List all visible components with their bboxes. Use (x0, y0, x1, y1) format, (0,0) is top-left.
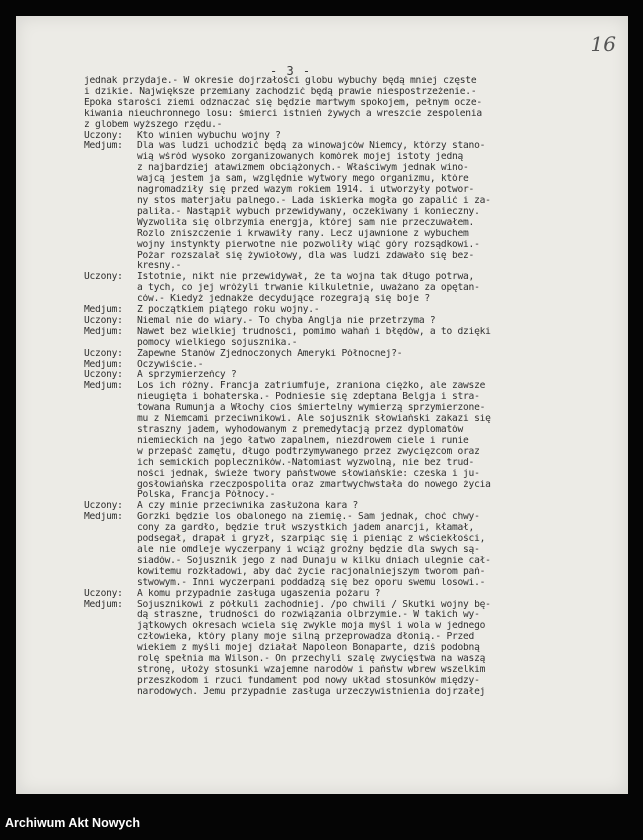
speech-line: człowieka, który plany moje silną przeprowadza dłonią.- Przed (137, 632, 475, 643)
handwritten-folio-number: 16 (590, 32, 616, 56)
speech-line: Dla was ludzi uchodzić będą za winowajców Niemcy, którzy stano- (137, 141, 486, 152)
speech-text (137, 360, 614, 371)
dialogue-entry (84, 512, 614, 588)
speaker-label: Uczony: (84, 272, 123, 283)
speech-line: towana Rumunja a Włochy cios śmiertelny wymierzą sprzymierzone- (137, 403, 486, 414)
speech-line: Rozlo zniszczenie i krwawiły rany. Lecz ujawnione z wybuchem (137, 228, 469, 239)
speech-line: stronę, ułoży stosunki wzajemne narodów i państw wbrew wszelkim (137, 664, 486, 675)
dialogue-entry (84, 349, 614, 360)
speech-line: jątkowych okresach wciela się zwykle moja myśl i wola w jednego (137, 621, 486, 632)
speech-line: nagromadziły się przed wazym rokiem 1914. i utworzyły potwor- (137, 185, 475, 196)
intro-paragraph (84, 76, 614, 131)
speech-text (137, 512, 614, 588)
speech-line: ców.- Kiedyż jednakże decydujące rozegrają się boje ? (137, 294, 430, 305)
speech-line: wiekiem z myśli mojej działał Napoleon Bonaparte, dziś podobną (137, 643, 480, 654)
speech-line: Los ich różny. Francja zatriumfuje, zraniona ciężko, ale zawsze (137, 381, 486, 392)
speech-line: Polska, Francja Północy.- (137, 490, 276, 501)
speech-line: ich semickich popleczników.-Natomiast wyzwolną, nie bez trud- (137, 457, 475, 468)
speaker-label: Uczony: (84, 315, 123, 326)
speech-line: kresny.- (137, 261, 182, 272)
dialogue-list (84, 131, 614, 698)
speech-text (137, 370, 614, 381)
speech-line: dą straszne, trudności do rozwiązania olbrzymie.- W takich wy- (137, 610, 480, 621)
dialogue-entry (84, 305, 614, 316)
speech-line: w przepaść zamętu, długo podtrzymywanego przez zwycięzcom oraz (137, 446, 480, 457)
speaker-label: Uczony: (84, 588, 123, 599)
speech-text (137, 272, 614, 305)
speech-line: cony za gardło, będzie truł wszystkich jadem anarcji, kłamał, (137, 523, 475, 534)
speech-line: straszny jadem, wyhodowanym z premedytacją przez dyplomatów (137, 425, 464, 435)
speech-line: wojny instynkty pierwotne nie pozwoliły wiąć góry rozsądkowi.- (137, 239, 480, 250)
speech-line: gosłowiańska rzeczpospolita oraz zmartwychwstała do nowego życia (137, 479, 491, 490)
speaker-label: Medjum: (84, 141, 123, 152)
speech-line: kowitemu rozkładowi, aby dać życie racjonalniejszym tworom pań- (137, 566, 486, 577)
dialogue-entry (84, 360, 614, 371)
document-page (16, 16, 628, 794)
speech-text (137, 305, 614, 316)
speech-line: ale nie omdleje wyczerpany i wciąż groźny będzie dla swych są- (137, 544, 480, 555)
speech-line: Wyzwoliła się olbrzymia energja, której sam nie przeczuwałem. (137, 217, 475, 228)
speech-line: Istotnie, nikt nie przewidywał, że ta wojna tak długo potrwa, (137, 272, 475, 283)
intro-line: z globem wyższego rzędu.- (84, 119, 223, 130)
speech-line: rolę spełnia ma Wilson.- On przechyli szalę zwycięstwa na waszą (137, 654, 486, 665)
speech-line: ny stos materjału palnego.- Lada iskierka mogła go zapalić i za- (137, 195, 491, 206)
speech-line: narodowych. Jemu przypadnie zasługa urzeczywistnienia dojrzałej (137, 686, 486, 697)
speaker-label: Medjum: (84, 599, 123, 610)
speech-line: Gorzki będzie los obalonego na ziemię.- Sam jednak, choć chwy- (137, 512, 480, 523)
speech-line: Kto winien wybuchu wojny ? (137, 130, 281, 141)
speech-line: mu z Niemcami przeciwnikowi. Ale sojusznik słowiański zakazi się (137, 414, 491, 425)
dialogue-entry (84, 589, 614, 600)
dialogue-entry (84, 381, 614, 501)
speech-line: niemieckich na jego łatwo zapalnem, niezdrowem ciele i runie (137, 435, 469, 446)
dialogue-entry (84, 600, 614, 698)
speech-line: Oczywiście.- (137, 359, 204, 370)
speech-line: a tych, co jej wróżyli trwanie kilkuletnie, uważano za opętan- (137, 283, 480, 294)
intro-line: jednak przydaje.- W okresie dojrzałości globu wybuchy będą mniej częste (84, 76, 477, 86)
speech-line: z najbardziej atawizmem obciążonych.- Właściwym jednak wino- (137, 163, 469, 174)
speech-line: A czy minie przeciwnika zasłużona kara ? (137, 501, 359, 512)
speech-line: paliła.- Nastąpił wybuch przewidywany, oczekiwany i konieczny. (137, 206, 480, 217)
speech-line: pomocy wielkiego sojusznika.- (137, 337, 298, 348)
speaker-label: Uczony: (84, 130, 123, 141)
speech-text (137, 141, 614, 272)
dialogue-entry (84, 316, 614, 327)
speech-line: A sprzymierzeńcy ? (137, 370, 237, 381)
intro-line: Epoka starości ziemi odznaczać się będzie martwym spokojem, pełnym ocze- (84, 97, 482, 108)
speech-text (137, 600, 614, 698)
speech-line: A komu przypadnie zasługa ugaszenia pożaru ? (137, 588, 381, 599)
intro-line: kiwania nieuchronnego losu: śmierci istnień żywych a wreszcie zespolenia (84, 108, 482, 119)
dialogue-entry (84, 370, 614, 381)
speaker-label: Medjum: (84, 512, 123, 523)
speaker-label: Medjum: (84, 381, 123, 392)
speech-line: Niemal nie do wiary.- To chyba Anglja nie przetrzyma ? (137, 315, 436, 326)
speech-line: siadów.- Sojusznik jego z nad Dunaju w kilku dniach ulegnie cał- (137, 555, 491, 566)
speech-line: Sojusznikowi z półkuli zachodniej. /po chwili / Skutki wojny bę- (137, 599, 491, 610)
archive-footer-bar (0, 810, 643, 840)
speech-line: ności jednak, świeże twory państwowe słowiańskie: czeska i ju- (137, 468, 480, 479)
speaker-label: Medjum: (84, 326, 123, 337)
speaker-label: Uczony: (84, 348, 123, 359)
typescript-body (84, 76, 614, 698)
speech-text (137, 131, 614, 142)
speaker-label: Uczony: (84, 501, 123, 512)
intro-line: i dzikie. Największe przemiany zachodzić będą prawie niespostrzeżenie.- (84, 86, 477, 97)
dialogue-entry (84, 141, 614, 272)
dialogue-entry (84, 272, 614, 305)
speech-line: Pożar rozszalał się żywiołowy, dla was ludzi zdawało się bez- (137, 250, 475, 261)
speech-line: Nawet bez wielkiej trudności, pomimo wahań i błędów, a to dzięki (137, 326, 491, 337)
page-number: - 3 - (270, 64, 312, 78)
dialogue-entry (84, 131, 614, 142)
archive-label: Archiwum Akt Nowych (5, 816, 140, 830)
speech-text (137, 349, 614, 360)
speech-line: wią wśród wysoko zorganizowanych komórek mojej istoty jedną (137, 152, 464, 163)
speech-text (137, 327, 614, 349)
speech-text (137, 501, 614, 512)
speaker-label: Uczony: (84, 370, 123, 381)
speech-line: nieugięta i bohaterska.- Podniesie się zdeptana Belgja i stra- (137, 392, 480, 403)
speech-text (137, 589, 614, 600)
dialogue-entry (84, 501, 614, 512)
speaker-label: Medjum: (84, 359, 123, 370)
dialogue-entry (84, 327, 614, 349)
speech-text (137, 316, 614, 327)
speaker-label: Medjum: (84, 305, 123, 316)
speech-line: Zapewne Stanów Zjednoczonych Ameryki Północnej?- (137, 348, 403, 359)
speech-line: wajcą jestem ja sam, względnie wytwory mego organizmu, które (137, 174, 469, 185)
speech-line: Z początkiem piątego roku wojny.- (137, 305, 320, 316)
speech-line: podsegał, drapał i gryzł, szarpiąc się i pieniąc z wściekłości, (137, 534, 486, 545)
speech-line: stwowym.- Inni wyczerpani poddadzą się bez oporu swemu losowi.- (137, 577, 486, 588)
speech-line: przeszkodom i rzuci fundament pod nowy układ stosunków między- (137, 675, 480, 686)
speech-text (137, 381, 614, 501)
